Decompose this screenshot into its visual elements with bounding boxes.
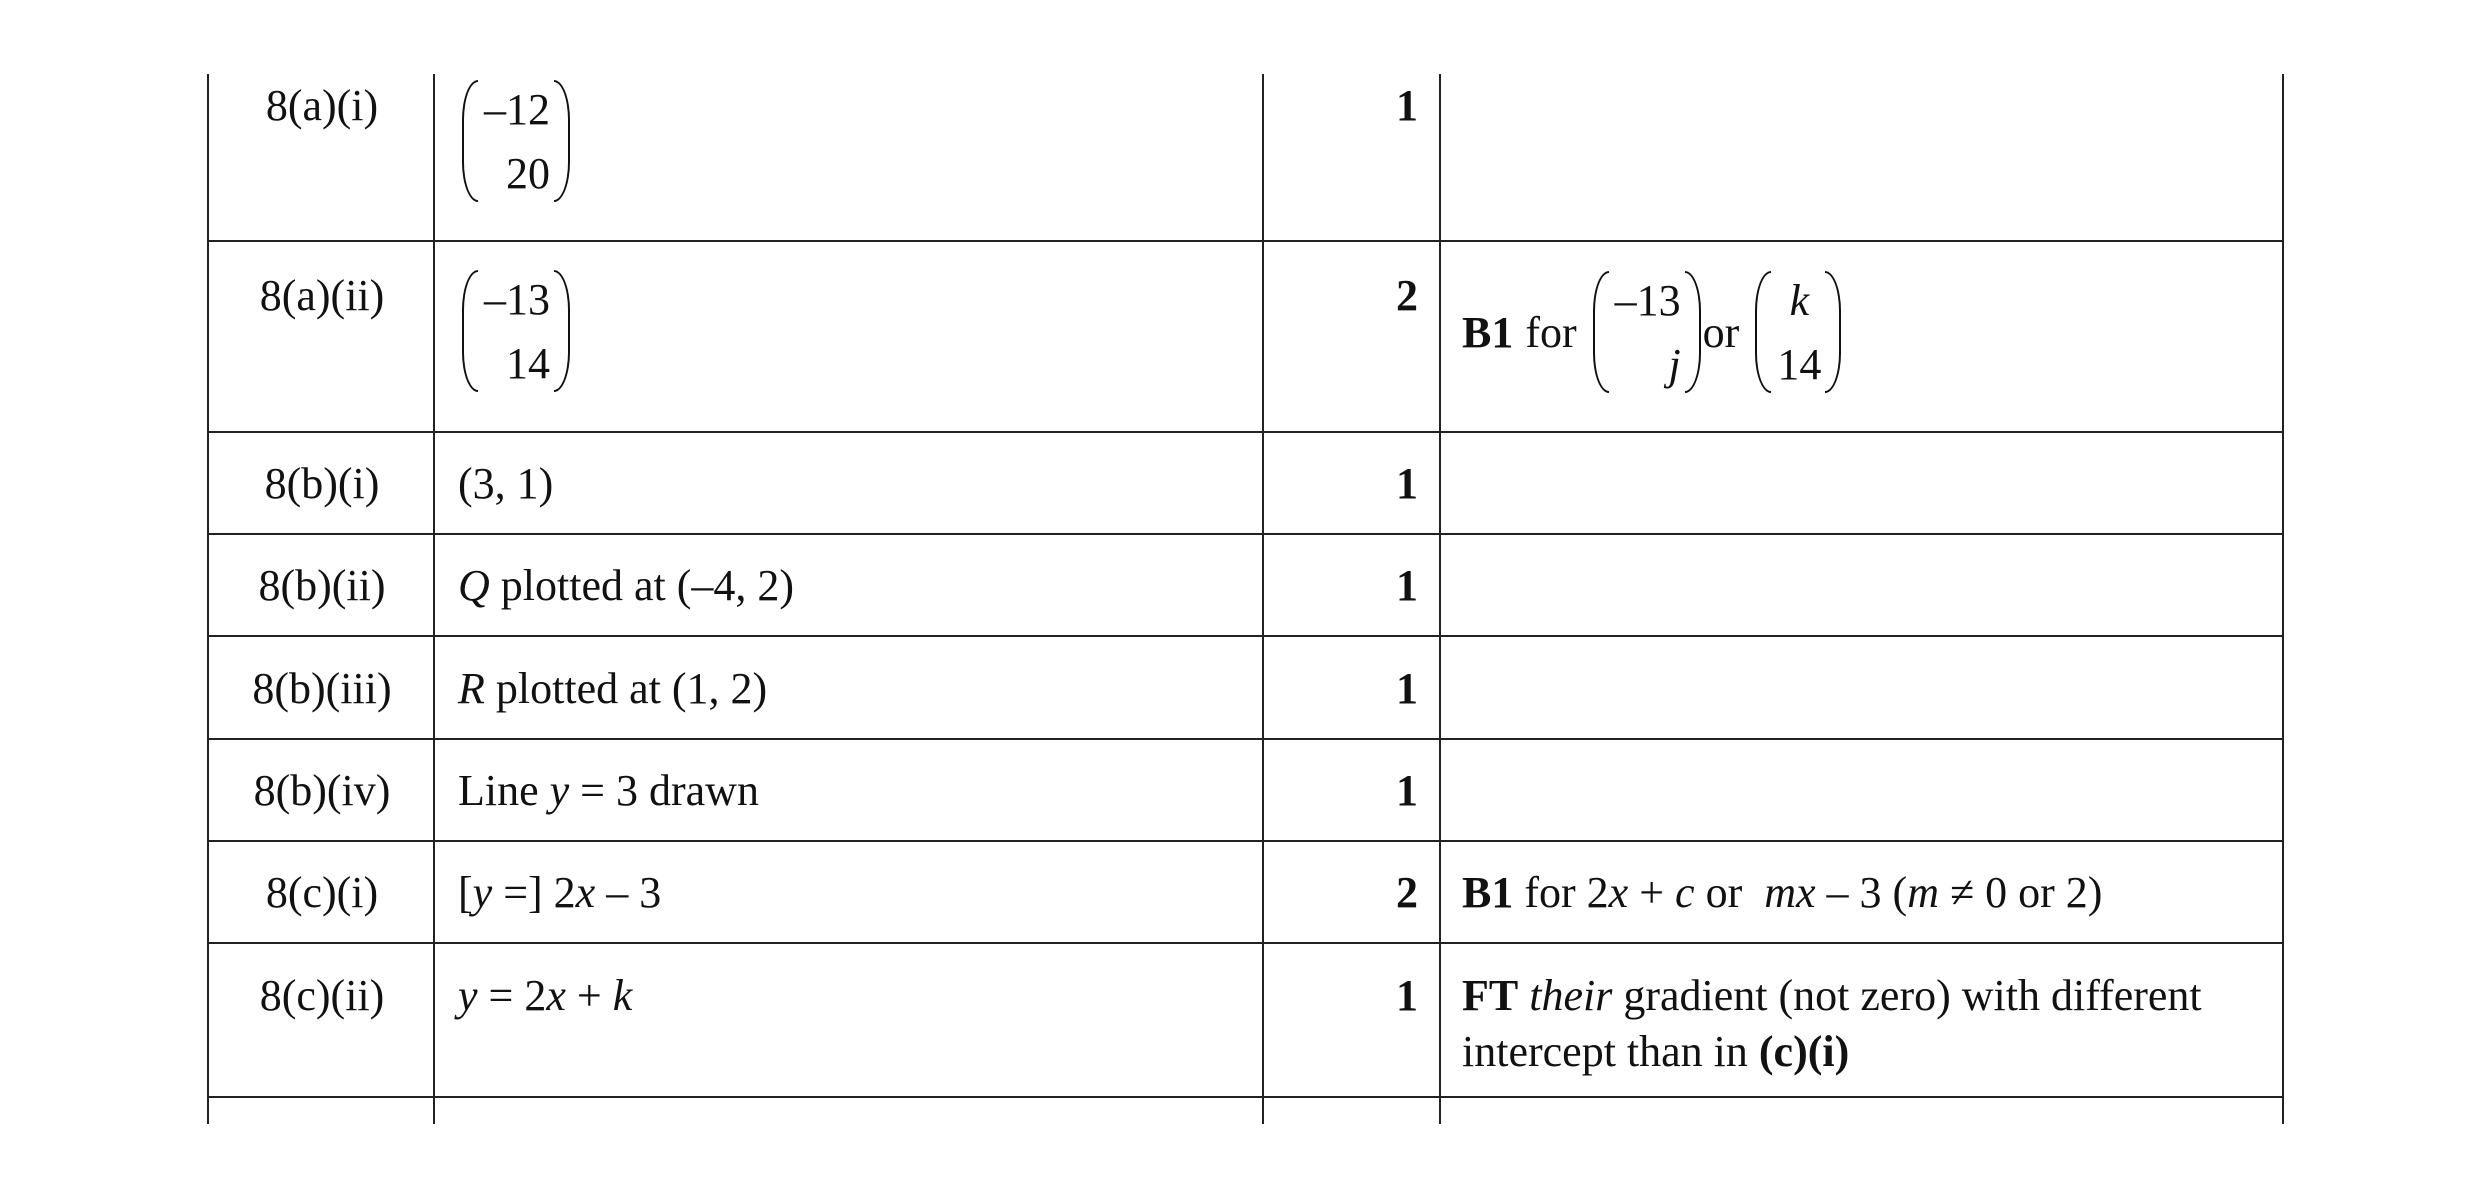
table-border-right [2282, 74, 2284, 1124]
answer-text: = 3 drawn [569, 766, 759, 815]
part-reference: (i) [1807, 1027, 1850, 1076]
marks-value: 1 [1396, 561, 1418, 610]
variable: x [546, 971, 566, 1020]
mark-code: B1 [1462, 868, 1514, 917]
answer-text: Line [458, 766, 550, 815]
marks-value: 1 [1396, 459, 1418, 508]
row-divider [208, 840, 2284, 842]
mark-code: FT [1462, 971, 1519, 1020]
row-divider [208, 240, 2284, 242]
row-divider [208, 1096, 2284, 1098]
guidance-text: or [1702, 308, 1740, 357]
marks-value: 1 [1396, 971, 1418, 1020]
answer-text: plotted at (–4, 2) [489, 561, 795, 610]
guidance-text: or [1694, 868, 1765, 917]
point-label: Q [458, 561, 490, 610]
vector-bottom-entry: j [1668, 340, 1681, 389]
question-number: 8(b)(ii) [258, 561, 386, 610]
answer-text: plotted at (1, 2) [484, 664, 768, 713]
marks-value: 2 [1396, 868, 1418, 917]
vector-top-entry: –12 [484, 85, 550, 134]
answer-cell [458, 865, 1258, 921]
row-divider [208, 635, 2284, 637]
marks-value: 1 [1396, 766, 1418, 815]
row-divider [208, 533, 2284, 535]
right-parenthesis [554, 270, 570, 392]
column-divider [1439, 74, 1441, 1124]
marks-value: 2 [1396, 271, 1418, 320]
answer-text: [ [458, 868, 473, 917]
guidance-cell [1462, 968, 2262, 1080]
variable: mx [1764, 868, 1816, 917]
variable: y [472, 868, 493, 917]
answer-cell [458, 968, 1258, 1024]
answer-text: = 2 [477, 971, 547, 1020]
column-vector [458, 268, 572, 396]
variable: y [549, 766, 570, 815]
marks-value: 1 [1396, 664, 1418, 713]
guidance-cell [1462, 865, 2262, 921]
variable: x [575, 868, 596, 917]
question-number: 8(b)(i) [264, 459, 380, 508]
answer-cell [458, 558, 1258, 614]
answer-text: (3, 1) [458, 459, 554, 508]
mark-code: B1 [1462, 308, 1514, 357]
variable: k [612, 971, 633, 1020]
vector-top-entry: –13 [1614, 276, 1681, 325]
guidance-text: intercept than in [1462, 1027, 1759, 1076]
question-number: 8(a)(ii) [259, 271, 385, 320]
row-divider [208, 942, 2284, 944]
guidance-text: – 3 ( [1815, 868, 1908, 917]
guidance-text: ≠ 0 or 2) [1938, 868, 2103, 917]
marks-value: 1 [1396, 81, 1418, 130]
answer-cell [458, 661, 1258, 717]
guidance-text: for 2 [1513, 868, 1609, 917]
part-reference: (c) [1758, 1027, 1808, 1076]
guidance-text: for [1525, 308, 1577, 357]
left-parenthesis [1593, 271, 1609, 393]
column-vector [1589, 269, 1703, 397]
vector-bottom-entry: 14 [506, 339, 550, 388]
left-parenthesis [462, 80, 478, 202]
vector-top-entry: k [1789, 276, 1810, 325]
answer-text: + [565, 971, 613, 1020]
table-border-left [207, 74, 209, 1124]
point-label: R [458, 664, 485, 713]
question-number: 8(b)(iv) [253, 766, 391, 815]
variable: x [1608, 868, 1629, 917]
answer-text: – 3 [595, 868, 662, 917]
answer-cell [458, 268, 1258, 396]
guidance-line [1462, 968, 2262, 1024]
variable: m [1907, 868, 1939, 917]
right-parenthesis [1825, 271, 1841, 393]
guidance-emphasis: their [1529, 971, 1613, 1020]
variable: c [1675, 868, 1695, 917]
question-number: 8(a)(i) [265, 81, 379, 130]
guidance-text: + [1628, 868, 1676, 917]
row-divider [208, 738, 2284, 740]
vector-top-entry: –13 [484, 275, 550, 324]
right-parenthesis [1685, 271, 1701, 393]
vector-bottom-entry: 20 [506, 149, 550, 198]
left-parenthesis [462, 270, 478, 392]
guidance-text: gradient (not zero) with different [1612, 971, 2202, 1020]
answer-cell [458, 78, 1258, 206]
question-number: 8(b)(iii) [252, 664, 392, 713]
vector-bottom-entry: 14 [1777, 340, 1822, 389]
column-vector [1751, 269, 1843, 397]
answer-cell [458, 763, 1258, 819]
guidance-line [1462, 1024, 2262, 1080]
left-parenthesis [1755, 271, 1771, 393]
column-vector [458, 78, 572, 206]
answer-text: =] 2 [492, 868, 576, 917]
right-parenthesis [554, 80, 570, 202]
question-number: 8(c)(i) [265, 868, 379, 917]
question-number: 8(c)(ii) [259, 971, 385, 1020]
row-divider [208, 431, 2284, 433]
variable: y [458, 971, 478, 1020]
